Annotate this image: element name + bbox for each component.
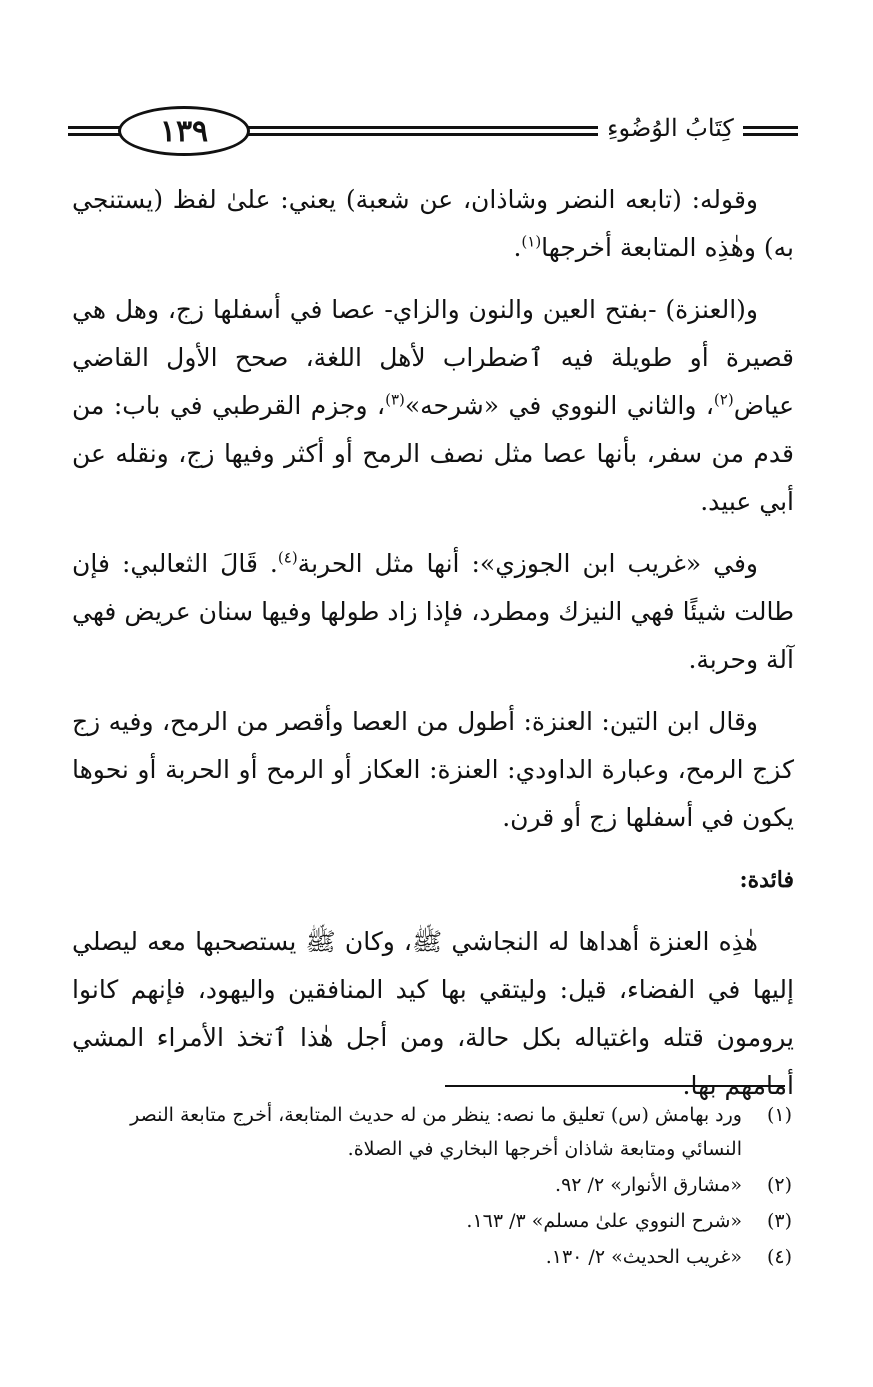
footnote-text: «شرح النووي علىٰ مسلم» ٣/ ١٦٣. bbox=[466, 1210, 742, 1232]
footnote-item bbox=[72, 1098, 792, 1166]
footnote-text: «غريب الحديث» ٢/ ١٣٠. bbox=[545, 1246, 742, 1268]
paragraph-2-text-b: ، والثاني النووي في «شرحه» bbox=[404, 391, 714, 420]
footnote-item bbox=[72, 1240, 792, 1274]
section-heading: فائدة: bbox=[739, 867, 794, 893]
paragraph-3-text-a: وفي «غريب ابن الجوزي»: أنها مثل الحربة bbox=[297, 549, 759, 578]
paragraph-3 bbox=[72, 540, 794, 684]
paragraph-2-text-a: و(العنزة) -بفتح العين والنون والزاي- عصا في أسفلها زج، وهل هي قصيرة أو طويلة فيه ٱضطراب لأهل اللغة، صحح الأول القاضي عياض bbox=[72, 295, 794, 420]
header-rule-middle bbox=[248, 126, 598, 136]
header-rule-right bbox=[743, 126, 798, 136]
paragraph-1-text: وقوله: (تابعه النضر وشاذان، عن شعبة) يعني: علىٰ لفظ (يستنجي به) وهٰذِه المتابعة أخرجها bbox=[72, 185, 794, 262]
paragraph-2 bbox=[72, 286, 794, 526]
paragraph-5: هٰذِه العنزة أهداها له النجاشي ﷺ، وكان ﷺ يستصحبها معه ليصلي إليها في الفضاء، قيل: وليتقي بها كيد المنافقين واليهود، فإنهم كانوا يرومون قتله واغتياله بكل حالة، ومن أجل هٰذا ٱتخذ الأمراء المشي أمامهم بها. bbox=[72, 927, 795, 1100]
footnote-ref-4: (٤) bbox=[277, 548, 298, 567]
page-header bbox=[68, 104, 798, 164]
footnote-number: (٣) bbox=[766, 1210, 792, 1232]
paragraph-2-text-c: ، وجزم القرطبي في باب: من قدم من سفر، بأنها عصا مثل نصف الرمح أو أكثر وفيها زج، ونقله عن أبي عبيد. bbox=[72, 391, 794, 516]
page-number: ١٣٩ bbox=[118, 106, 250, 156]
footnote-number: (١) bbox=[766, 1104, 792, 1126]
footnote-ref-1: (١) bbox=[521, 232, 542, 251]
main-text bbox=[72, 176, 794, 1124]
paragraph-3-text-b: . قَالَ الثعالبي: فإن طالت شيئًا فهي النيزك ومطرد، فإذا زاد طولها وفيها سنان عريض فهي آلة وحربة. bbox=[72, 549, 794, 674]
footnotes bbox=[72, 1098, 792, 1276]
paragraph-4: وقال ابن التين: العنزة: أطول من العصا وأقصر من الرمح، وفيه زج كزج الرمح، وعبارة الداودي: العنزة: العكاز أو الرمح أو الحربة أو نحوها يكون في أسفلها زج أو قرن. bbox=[72, 707, 794, 832]
footnote-item bbox=[72, 1204, 792, 1238]
paragraph-1 bbox=[72, 176, 794, 272]
footnote-ref-2: (٢) bbox=[713, 390, 734, 409]
footnote-text: «مشارق الأنوار» ٢/ ٩٢. bbox=[555, 1174, 742, 1196]
footnote-number: (٢) bbox=[766, 1174, 792, 1196]
footnote-ref-3: (٣) bbox=[385, 390, 405, 409]
footnote-text: ورد بهامش (س) تعليق ما نصه: ينظر من له حديث المتابعة، أخرج متابعة النصر النسائي ومتابعة شاذان أخرجها البخاري في الصلاة. bbox=[130, 1104, 742, 1160]
footnote-number: (٤) bbox=[766, 1246, 792, 1268]
footnote-item bbox=[72, 1168, 792, 1202]
paragraph-1-end: . bbox=[513, 233, 522, 262]
running-title: كِتَابُ الوُضُوءِ bbox=[607, 114, 734, 142]
footnote-separator bbox=[445, 1085, 785, 1087]
